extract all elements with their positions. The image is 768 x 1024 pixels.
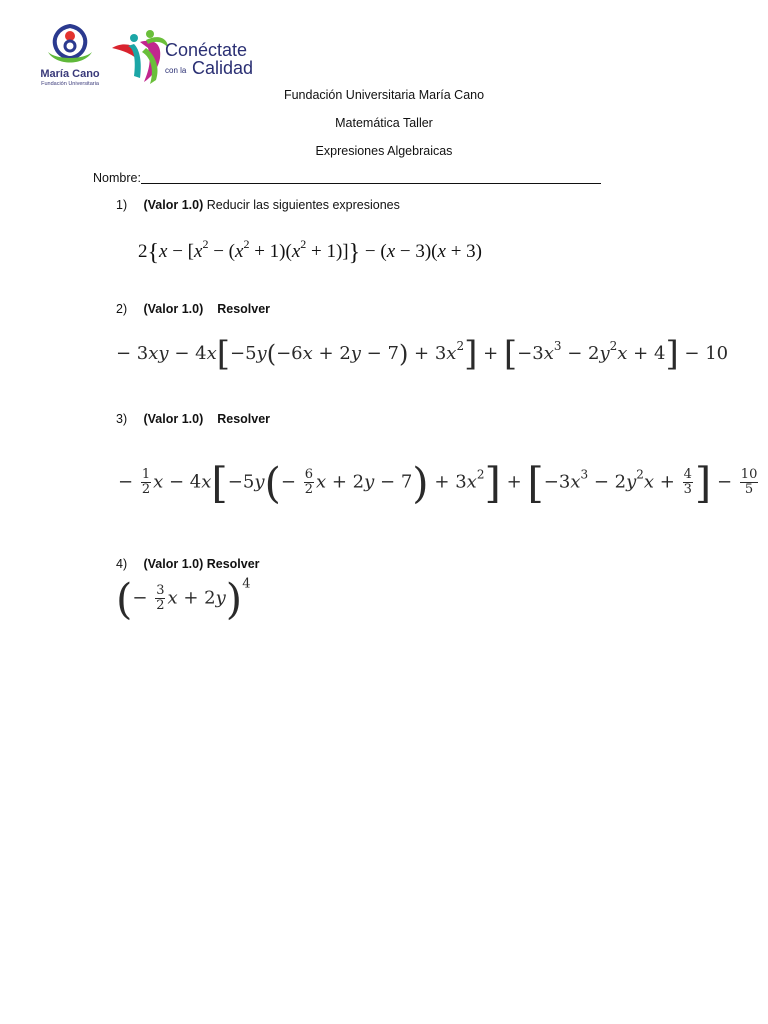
conectate-text: Conéctate <box>165 40 248 60</box>
maria-cano-emblem-icon <box>34 22 106 70</box>
conectate-figures-icon <box>110 28 170 88</box>
question-number: 3) <box>116 412 128 426</box>
calidad-text: Calidad <box>192 58 254 78</box>
topic-title: Expresiones Algebraicas <box>315 144 453 158</box>
question-2 <box>116 302 270 316</box>
question-value: (Valor 1.0) <box>143 302 204 316</box>
name-field[interactable] <box>93 170 601 185</box>
maria-cano-logo <box>34 22 106 92</box>
question-instruction: Resolver <box>217 412 271 426</box>
expression-1: $2\{x - [x^2 - (x^2 + 1)(x^2 + 1)]\} - (x - 3)(x + 3)$ <box>138 237 482 266</box>
question-value: (Valor 1.0) <box>143 412 204 426</box>
conectate-logo <box>110 28 258 88</box>
question-3 <box>116 412 270 426</box>
question-instruction: Reducir las siguientes expresiones <box>206 198 400 212</box>
institution-title: Fundación Universitaria María Cano <box>283 88 485 102</box>
question-1 <box>116 198 400 212</box>
con-la-text: con la <box>165 66 187 75</box>
expression-3: − $\frac{1}{2}$ x − 4x[−5y(− $\frac{6}{2}$ $x + 2y - 7) + 3x^2] + [-3x^3 - 2y^2x$ + $\frac{4}{3}$ ] − $\frac{10}{5}$ <box>118 458 758 508</box>
question-instruction: Resolver <box>206 557 260 571</box>
expression-2: − $3xy - 4x[-5y(-6x + 2y - 7) + 3x^2] + [-3x^3 - 2y^2x + 4] - 10$ <box>116 334 729 374</box>
question-instruction: Resolver <box>217 302 271 316</box>
question-value: (Valor 1.0) <box>143 198 204 212</box>
question-value: (Valor 1.0) <box>143 557 204 571</box>
name-label: Nombre: <box>93 171 141 185</box>
question-number: 4) <box>116 557 128 571</box>
question-4 <box>116 557 260 571</box>
name-blank-line[interactable] <box>141 170 601 184</box>
maria-cano-name: María Cano <box>40 68 100 80</box>
question-number: 2) <box>116 302 128 316</box>
expression-4: (− $\frac{3}{2}$ x + 2y)$^4$ <box>116 574 251 624</box>
maria-cano-subtitle: Fundación Universitaria <box>41 81 99 87</box>
course-title: Matemática Taller <box>335 116 433 130</box>
question-number: 1) <box>116 198 128 212</box>
